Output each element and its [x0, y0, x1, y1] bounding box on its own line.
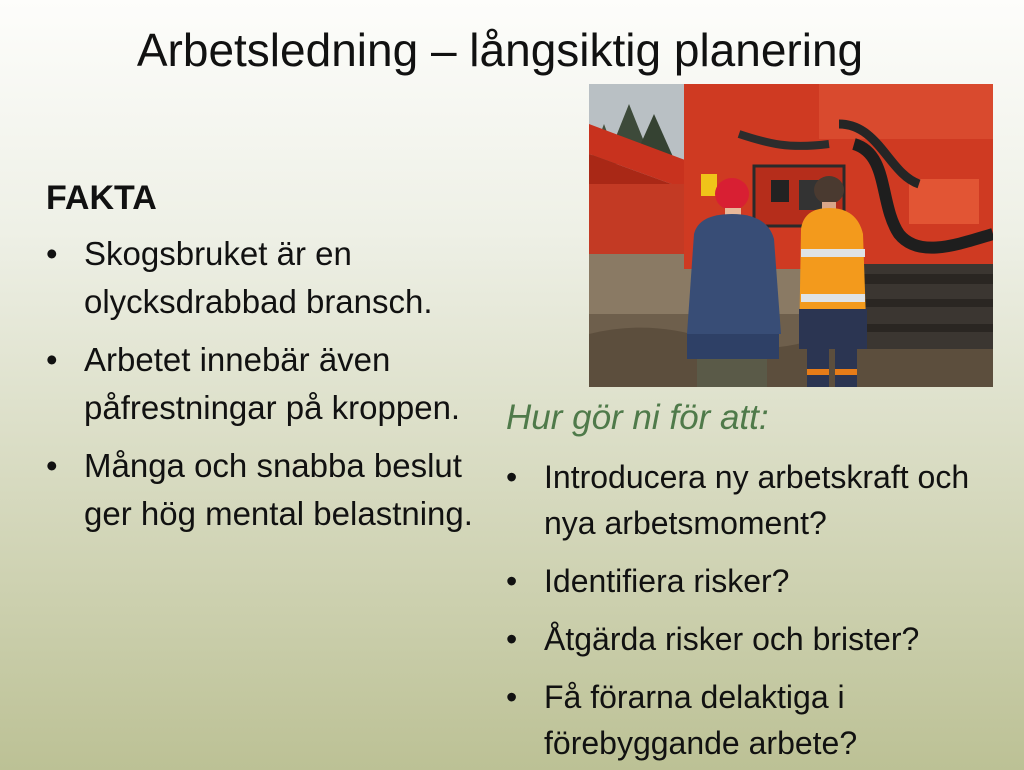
list-item [506, 674, 1016, 766]
bullet-icon: • [506, 459, 518, 495]
list-item-text: Introducera ny arbetskraft och nya arbetsmoment? [544, 459, 970, 541]
questions-section [506, 394, 1016, 770]
bullet-icon: • [506, 679, 518, 715]
list-item-text: Många och snabba beslut ger hög mental belastning. [84, 447, 473, 532]
list-item [46, 442, 486, 538]
list-item [46, 230, 486, 326]
list-item-text: Åtgärda risker och brister? [544, 621, 920, 657]
list-item [506, 454, 1016, 546]
questions-list [506, 454, 1016, 766]
list-item [506, 558, 1016, 604]
bullet-icon: • [46, 341, 58, 378]
fakta-section [46, 176, 486, 548]
bullet-icon: • [46, 235, 58, 272]
question-heading: Hur gör ni för att: [506, 398, 769, 437]
fakta-list [46, 230, 486, 538]
list-item-text: Identifiera risker? [544, 563, 790, 599]
list-item-text: Få förarna delaktiga i förebyggande arbete? [544, 679, 858, 761]
list-item [506, 616, 1016, 662]
forestry-machine-photo [589, 84, 993, 387]
bullet-icon: • [46, 447, 58, 484]
photo-illustration [589, 84, 993, 387]
fakta-heading: FAKTA [46, 179, 157, 217]
list-item-text: Skogsbruket är en olycksdrabbad bransch. [84, 235, 433, 320]
bullet-icon: • [506, 621, 518, 657]
bullet-icon: • [506, 563, 518, 599]
list-item-text: Arbetet innebär även påfrestningar på kroppen. [84, 341, 461, 426]
slide-title: Arbetsledning – långsiktig planering [136, 24, 864, 76]
list-item [46, 336, 486, 432]
